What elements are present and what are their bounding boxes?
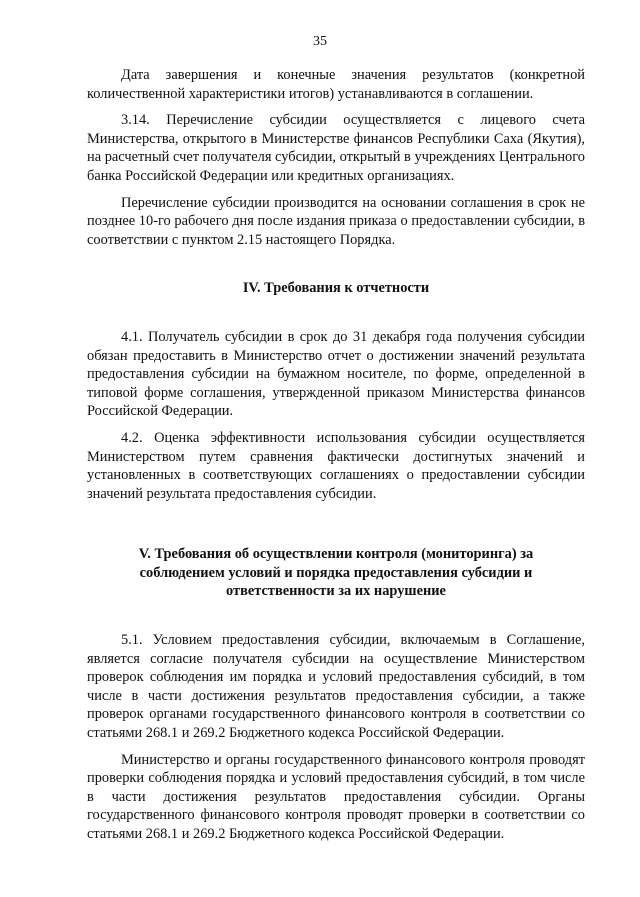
section-5-heading: V. Требования об осуществлении контроля (мониторинга) за соблюдением условий и порядка предоставления субсидии и ответственности за их нарушение [138, 546, 534, 600]
page-number: 35 [313, 34, 327, 49]
paragraph-4-2: 4.2. Оценка эффективности использования субсидии осуществляется Министерством путем сравнения фактически достигнутых значений и установленных в соответствующих соглашениях о предоставлении субсидии значений результата предоставления субсидии. [87, 429, 585, 502]
page-content [87, 66, 585, 844]
paragraph-4-1: 4.1. Получатель субсидии в срок до 31 декабря года получения субсидии обязан предоставить в Министерство отчет о достижении значений результата предоставления субсидии на бумажном носителе, по форме, определенной в типовой форме соглашения, утвержденной приказом Министерства финансов Российской Федерации. [87, 328, 585, 420]
paragraph-5-1: 5.1. Условием предоставления субсидии, включаемым в Соглашение, является согласие получателя субсидии на осуществление Министерством проверок соблюдения им порядка и условий предоставления субсидий, в том числе в части достижения результатов предоставления субсидии, а также проверок органами государственного финансового контроля в соответствии со статьями 268.1 и 269.2 Бюджетного кодекса Российской Федерации. [87, 632, 585, 742]
section-4-heading: IV. Требования к отчетности [242, 280, 430, 297]
paragraph-inspections: Министерство и органы государственного финансового контроля проводят проверки соблюдения порядка и условий предоставления субсидий, в том числе в части достижения результатов предоставления субсидии. Органы государственного финансового контроля проводят проверки в соответствии со статьями 268.1 и 269.2 Бюджетного кодекса Российской Федерации. [87, 751, 585, 842]
paragraph-transfer-terms: Перечисление субсидии производится на основании соглашения в срок не позднее 10-го рабочего дня после издания приказа о предоставлении субсидии, в соответствии с пунктом 2.15 настоящего Порядка. [87, 194, 585, 248]
paragraph-3-14: 3.14. Перечисление субсидии осуществляется с лицевого счета Министерства, открытого в Министерстве финансов Республики Саха (Якутия), на расчетный счет получателя субсидии, открытый в учреждениях Центрального банка Российской Федерации или кредитных организациях. [87, 112, 585, 184]
paragraph-result-dates: Дата завершения и конечные значения результатов (конкретной количественной характеристики итогов) устанавливаются в соглашении. [87, 67, 585, 102]
